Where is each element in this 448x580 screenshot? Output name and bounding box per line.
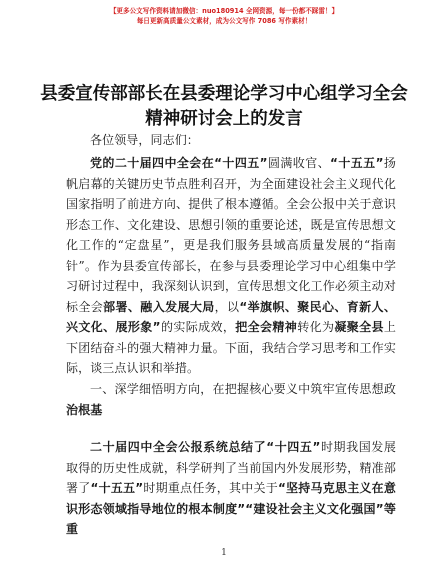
text-run: 时期重点任务，其中关于 — [143, 481, 278, 495]
bold-text-run: “十四五” — [214, 156, 268, 170]
bold-text-run: “坚持马克思主义在意识形态领域指导地位的根本制度”“建设社会主义文化强国”等重 — [66, 481, 396, 536]
bold-text-run: 把全会精神 — [235, 320, 298, 334]
promo-banner-line-1: 【更多公文写作资料请加微信：nuo180914 全网资源，每一份都不踩雷！】 — [109, 7, 339, 15]
bold-text-run: 部署、融入发展大局 — [103, 299, 215, 314]
bold-text-run: “十四五” — [266, 440, 321, 454]
text-run: 时期我国发展取得的历史性成就，科学研判了当前国内外发展形势，精准部署了 — [66, 440, 396, 495]
page-number: 1 — [221, 548, 227, 558]
greeting: 各位领导，同志们： — [90, 133, 199, 147]
bold-text-run: 治根基 — [66, 402, 103, 417]
text-run: 圆满收官、 — [267, 156, 331, 170]
promo-banner — [0, 6, 448, 26]
document-title: 县委宣传部部长在县委理论学习中心组学习全会精神研讨会上的发言 — [40, 84, 408, 129]
text-run: 扬帆启幕的关键历史节点胜利召开，为全面建设社会主义现代化国家指明了前进方向、提供了根本遵循。全会公报中关于意识形态工作、文化建设、思想引领的重要论述，既是宣传思想文化工作的“定盘星”，更是我们服务县域高质量发展的“指南针”。作为县委宣传部长，在参与县委理论学习中心组集中学习研讨过程中，我深刻认识到，宣传思想文化工作必须主动对标全会 — [66, 156, 396, 314]
bold-text-run: “十五五” — [330, 156, 384, 170]
text-run: ，以 — [214, 299, 240, 314]
bold-text-run: “十五五” — [90, 481, 144, 495]
text-run: 一、深学细悟明方向，在把握核心要义中筑牢宣传思想政 — [90, 382, 396, 396]
section-heading-1 — [66, 379, 396, 420]
paragraph-section-1 — [66, 437, 396, 540]
paragraph-intro — [66, 153, 396, 379]
bold-text-run: 二十届四中全会公报系统总结了 — [90, 440, 267, 454]
text-run: 的实际成效， — [160, 320, 236, 334]
text-run: 转化为 — [297, 320, 335, 334]
bold-text-run: “举旗帜、聚民心、育新人、兴文化、展形象” — [66, 299, 396, 334]
text-run: 上下团结奋斗的强大精神力量。下面，我结合学习思考和工作实际，谈三点认识和举措。 — [66, 320, 396, 375]
bold-text-run: 党的二十届四中全会在 — [90, 156, 215, 170]
promo-banner-line-2: 每日更新高质量公文素材，成为公文写作 7086 写作素材！ — [136, 17, 312, 25]
bold-text-run: 凝聚全县 — [334, 320, 384, 334]
